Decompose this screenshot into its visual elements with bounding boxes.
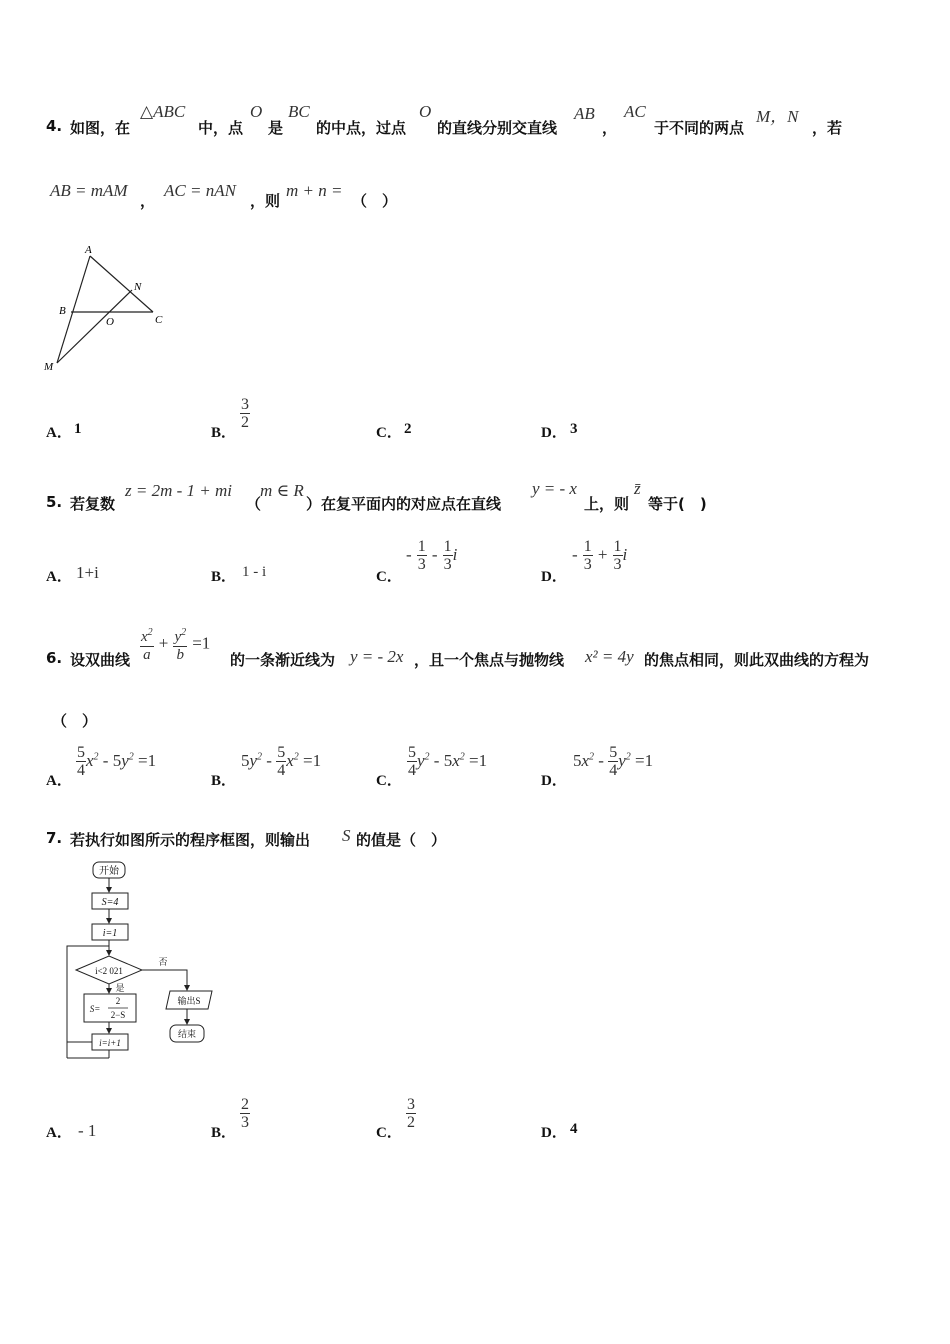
q5-eq-4: z̄	[634, 479, 641, 498]
q4-option-d-letter: D．	[541, 425, 567, 441]
label-B: B	[59, 305, 66, 317]
numerator: 1	[443, 538, 452, 555]
q5-option-c-letter: C．	[376, 569, 402, 585]
fraction-2	[443, 538, 453, 573]
q4-option-a-letter: A．	[46, 425, 72, 441]
denominator: 3	[613, 556, 622, 573]
q4-text-6: 于不同的两点	[654, 119, 745, 137]
fraction-1	[417, 538, 427, 573]
denominator: 3	[417, 556, 426, 573]
line-AC	[90, 256, 153, 312]
q5-text-2: （	[246, 495, 262, 513]
q4-comma-2: ，	[140, 192, 156, 210]
q7-text-2: 的值是（ ）	[356, 831, 447, 849]
flow-end-label: 结束	[177, 1029, 197, 1039]
flow-assign-den: 2−S	[110, 1010, 126, 1020]
q5-text-4: 上，则	[584, 495, 630, 513]
numerator: 3	[241, 396, 249, 413]
q5-text-1: 若复数	[70, 495, 116, 513]
flow-s-init-label: S=4	[101, 897, 119, 908]
flow-inc-label: i=i+1	[99, 1038, 121, 1048]
q5-option-b-value: 1 - i	[242, 564, 267, 580]
label-C: C	[155, 314, 163, 326]
q6-option-d-letter: D．	[541, 773, 567, 789]
imag-unit: i	[452, 545, 458, 564]
q4-eq-3: m + n =	[286, 181, 343, 200]
fraction-1	[583, 538, 593, 573]
label-A: A	[85, 244, 92, 256]
q4-text-2: 中，点	[198, 119, 244, 137]
q4-text-8: ，则	[250, 192, 281, 210]
q6-option-a-letter: A．	[46, 773, 72, 789]
denominator: 3	[443, 556, 452, 573]
q6-option-a-expr: $\frac{5}{4}$ $x^2 - 5y^2 =1$	[77, 744, 157, 779]
q4-option-c-letter: C．	[376, 425, 402, 441]
flow-assign-lhs: S=	[89, 1004, 101, 1014]
q4-math-AC: AC	[624, 102, 646, 121]
q6-text-4: 的焦点相同，则此双曲线的方程为	[644, 651, 870, 669]
q5-option-c-expr	[406, 538, 457, 573]
q6-text-3: ，且一个焦点与抛物线	[414, 651, 565, 669]
q4-option-d-value: 3	[570, 421, 578, 437]
q7-math-S: S	[342, 826, 351, 845]
numerator: 1	[613, 538, 622, 555]
q4-text-3: 是	[268, 119, 284, 137]
denominator: 3	[241, 1114, 249, 1131]
q4-text-5: 的直线分别交直线	[437, 119, 558, 137]
numerator: 1	[417, 538, 426, 555]
sign: -	[406, 545, 412, 564]
q7-flowchart	[60, 858, 220, 1064]
q4-math-O2: O	[419, 102, 432, 121]
numerator: 3	[407, 1096, 415, 1113]
q5-option-d-expr	[572, 538, 627, 573]
q5-text-5: 等于( )	[648, 495, 707, 513]
q4-text-4: 的中点，过点	[316, 119, 407, 137]
q7-number: 7.	[46, 829, 63, 847]
q4-math-BC: BC	[288, 102, 310, 121]
q4-paren: （ ）	[352, 192, 398, 210]
denominator: 2	[241, 414, 249, 431]
q5-eq-3: y = - x	[532, 479, 577, 498]
q4-option-c-value: 2	[404, 421, 412, 437]
imag-unit: i	[622, 545, 628, 564]
flow-condition-label: i<2 021	[95, 966, 123, 976]
q7-option-d-letter: D．	[541, 1125, 567, 1141]
flow-yes-label: 是	[115, 983, 125, 993]
q6-hyperbola-equation: $\frac{x^2}{a}$ + $\frac{y^2}{b}$ =1	[140, 624, 210, 664]
q4-math-triangle: △ABC	[140, 102, 186, 121]
q7-option-c-letter: C．	[376, 1125, 402, 1141]
q4-comma: ，	[602, 119, 618, 137]
q7-option-b-letter: B．	[211, 1125, 237, 1141]
q5-text-3: ）在复平面内的对应点在直线	[306, 495, 502, 513]
q7-option-a-letter: A．	[46, 1125, 72, 1141]
label-N: N	[134, 281, 142, 293]
q6-text-2: 的一条渐近线为	[230, 651, 336, 669]
flow-output-label: 输出S	[177, 996, 201, 1006]
q4-eq-2: AC = nAN	[164, 181, 236, 200]
q4-math-O: O	[250, 102, 263, 121]
q7-option-c-fraction	[406, 1096, 416, 1131]
q4-option-a-value: 1	[74, 421, 82, 437]
fraction-2	[613, 538, 623, 573]
q4-number: 4.	[46, 117, 63, 135]
q6-number: 6.	[46, 649, 63, 667]
q7-option-a-value: - 1	[78, 1121, 97, 1140]
q4-text-1: 如图，在	[70, 119, 131, 137]
y2-over-b: $\frac{y^2}{b}$	[173, 624, 187, 664]
q7-text-1: 若执行如图所示的程序框图，则输出	[70, 831, 311, 849]
q6-eq-parabola: x² = 4y	[585, 647, 634, 666]
q5-option-b-letter: B．	[211, 569, 237, 585]
q5-eq-2: m ∈ R	[260, 481, 304, 500]
q6-eq-asymptote: y = - 2x	[350, 647, 404, 666]
q5-number: 5.	[46, 493, 63, 511]
label-O: O	[106, 316, 114, 328]
q4-math-MN: M，N	[756, 107, 799, 126]
q6-option-c-letter: C．	[376, 773, 402, 789]
q7-option-d-value: 4	[570, 1121, 578, 1137]
flow-no-label: 否	[158, 957, 168, 967]
sign: -	[572, 545, 578, 564]
q6-option-d-expr: $5x^2$ - $\frac{5}{4}$ $y^2 =1$	[573, 744, 654, 779]
label-M: M	[44, 361, 54, 373]
q4-option-b-fraction	[240, 396, 250, 431]
q4-math-AB: AB	[574, 104, 595, 123]
q5-eq-1: z = 2m - 1 + mi	[125, 481, 232, 500]
q7-option-b-fraction	[240, 1096, 250, 1131]
flow-i-init-label: i=1	[102, 928, 118, 939]
operator: +	[597, 545, 608, 564]
numerator: 1	[583, 538, 592, 555]
q5-option-a-letter: A．	[46, 569, 72, 585]
denominator: 3	[583, 556, 592, 573]
x2-over-a: $\frac{x^2}{a}$	[140, 624, 154, 664]
flow-start-label: 开始	[99, 866, 119, 877]
q6-paren: （ ）	[52, 712, 98, 730]
operator: -	[431, 545, 438, 564]
q6-option-b-expr: $5y^2$ - $\frac{5}{4}$ $x^2 =1$	[241, 744, 322, 779]
q4-text-7: ，若	[812, 119, 843, 137]
q6-option-b-letter: B．	[211, 773, 237, 789]
q4-triangle-figure	[40, 240, 180, 375]
q5-option-a-value: 1+i	[76, 563, 99, 582]
q6-text-1: 设双曲线	[70, 651, 131, 669]
numerator: 2	[241, 1096, 249, 1113]
q6-option-c-expr: $\frac{5}{4}$ $y^2 - 5x^2 =1$	[408, 744, 488, 779]
flow-assign-num: 2	[115, 996, 121, 1006]
denominator: 2	[407, 1114, 415, 1131]
q5-option-d-letter: D．	[541, 569, 567, 585]
q4-option-b-letter: B．	[211, 425, 237, 441]
q4-eq-1: AB = mAM	[50, 181, 128, 200]
